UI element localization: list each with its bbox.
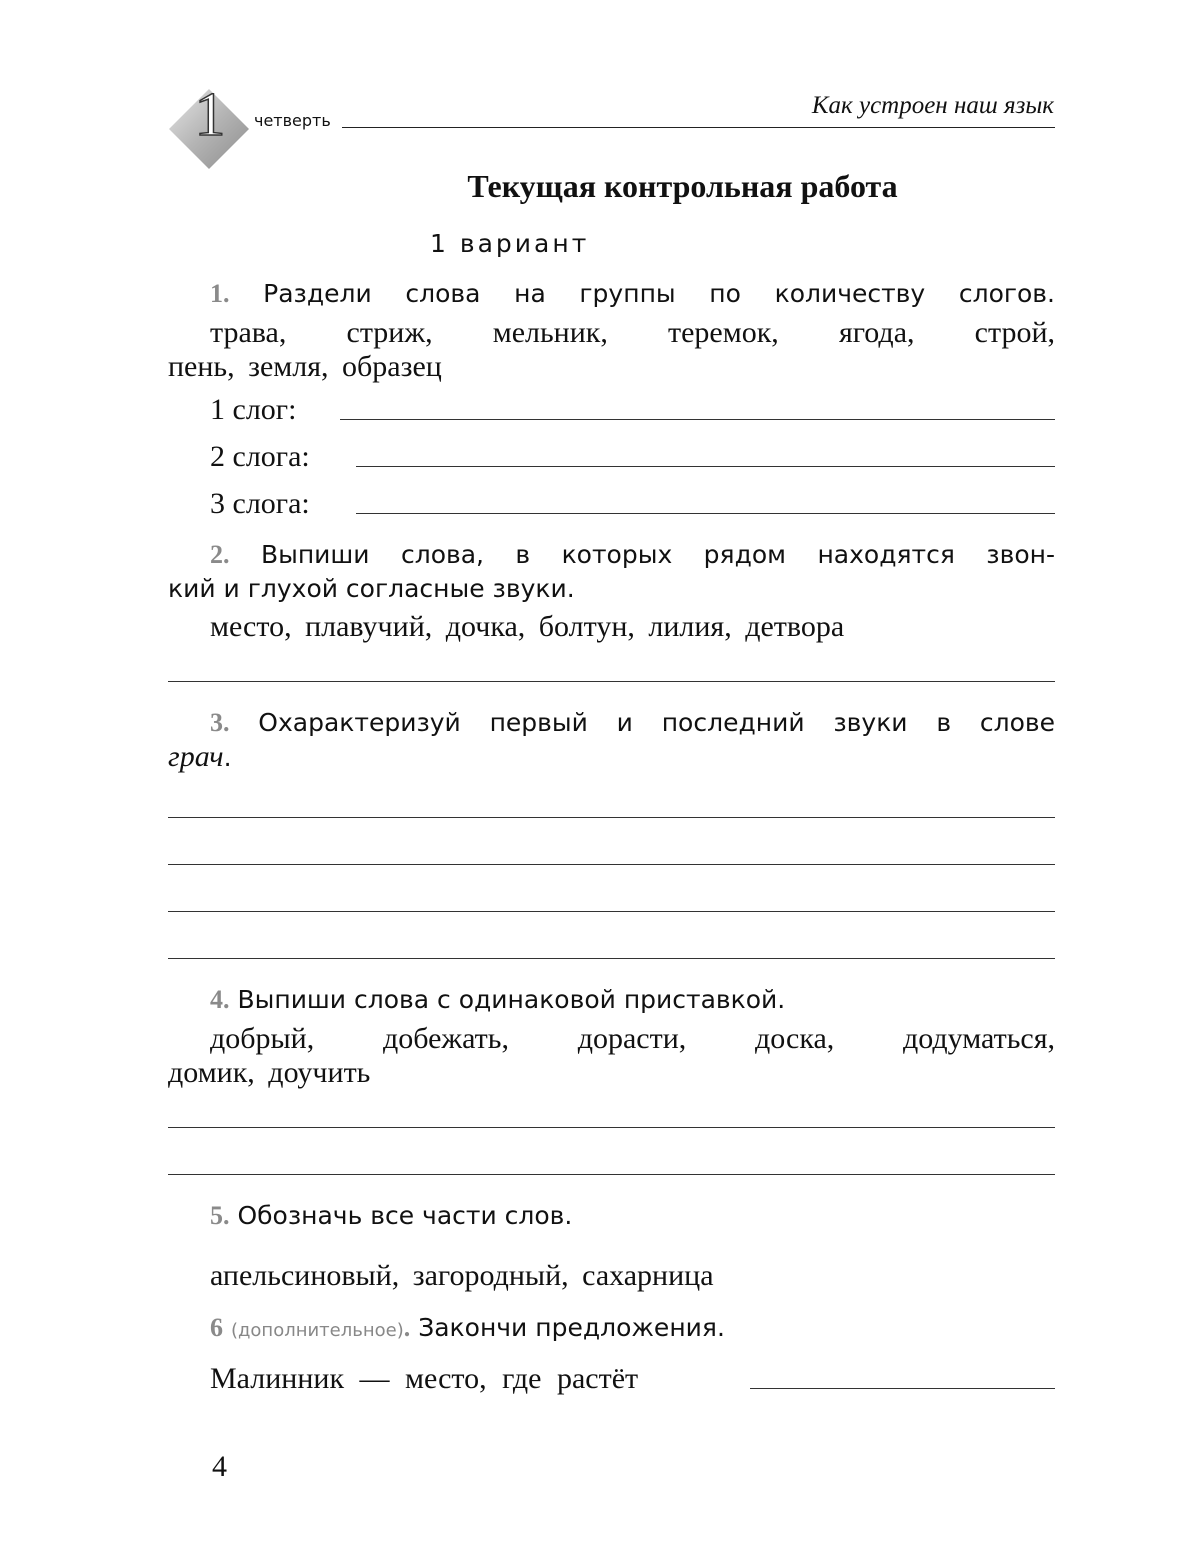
task-1-answer-line-3[interactable] [356,513,1055,514]
task-6-text: Закончи предложения. [418,1313,725,1342]
task-2-instruction-line-1 [168,538,1055,572]
task-3-number: 3. [210,708,230,737]
task-4-answer-line-2[interactable] [168,1174,1055,1175]
task-4-words-line-1: добрый, добежать, дорасти, доска, додуматься, [210,1022,1055,1055]
task-5-instruction [168,1199,1055,1233]
task-4-answer-line-1[interactable] [168,1127,1055,1128]
header-rule [342,127,1055,128]
task-3-answer-line-3[interactable] [168,911,1055,912]
task-1-number: 1. [210,279,230,308]
task-1-text: Раздели слова на группы по количеству слогов. [263,279,1055,308]
running-head: Как устроен наш язык [811,92,1054,119]
task-1-instruction [168,277,1055,311]
task-3-answer-line-4[interactable] [168,958,1055,959]
task-3-instruction-line-1 [168,706,1055,740]
task-6-instruction [168,1311,1055,1348]
quarter-label: четверть [254,111,331,130]
task-5-text: Обозначь все части слов. [237,1201,573,1230]
task-1-words-line-1: трава, стриж, мельник, теремок, ягода, строй, [210,316,1055,349]
task-5-words: апельсиновый, загородный, сахарница [210,1259,714,1292]
quarter-number: 1 [194,81,226,149]
task-6-dot: . [403,1313,411,1342]
task-6-number: 6 [210,1313,223,1342]
page-title: Текущая контрольная работа [467,168,898,204]
task-2-answer-line[interactable] [168,681,1055,682]
task-3-answer-line-2[interactable] [168,864,1055,865]
variant-label: 1 вариант [430,229,590,258]
task-1-row-2-label: 2 слога: [210,440,310,473]
task-2-instruction-line-2: кий и глухой согласные звуки. [168,574,575,603]
task-3-word: грач [168,740,224,773]
task-3-text-line-1: Охарактеризуй первый и последний звуки в слове [258,708,1055,737]
task-3-instruction-line-2 [168,740,232,779]
task-4-number: 4. [210,985,230,1014]
task-1-words-line-2: пень, земля, образец [168,350,442,383]
task-5-number: 5. [210,1201,230,1230]
page-number: 4 [212,1450,227,1483]
task-6-sentence: Малинник — место, где растёт [210,1362,639,1395]
task-1-row-1-label: 1 слог: [210,393,297,426]
task-3-answer-line-1[interactable] [168,817,1055,818]
task-6-note: (дополнительное) [230,1320,404,1341]
task-2-words: место, плавучий, дочка, болтун, лилия, детвора [210,610,845,643]
task-1-answer-line-2[interactable] [356,466,1055,467]
task-1-answer-line-1[interactable] [340,419,1055,420]
task-6-answer-line[interactable] [750,1388,1055,1389]
task-2-number: 2. [210,540,230,569]
task-4-text: Выпиши слова с одинаковой приставкой. [237,985,786,1014]
task-2-text-line-1: Выпиши слова, в которых рядом находятся звон- [260,540,1055,569]
task-4-words-line-2: домик, доучить [168,1056,371,1089]
task-3-end: . [223,743,232,772]
task-1-row-3-label: 3 слога: [210,487,310,520]
task-4-instruction [168,983,1055,1017]
